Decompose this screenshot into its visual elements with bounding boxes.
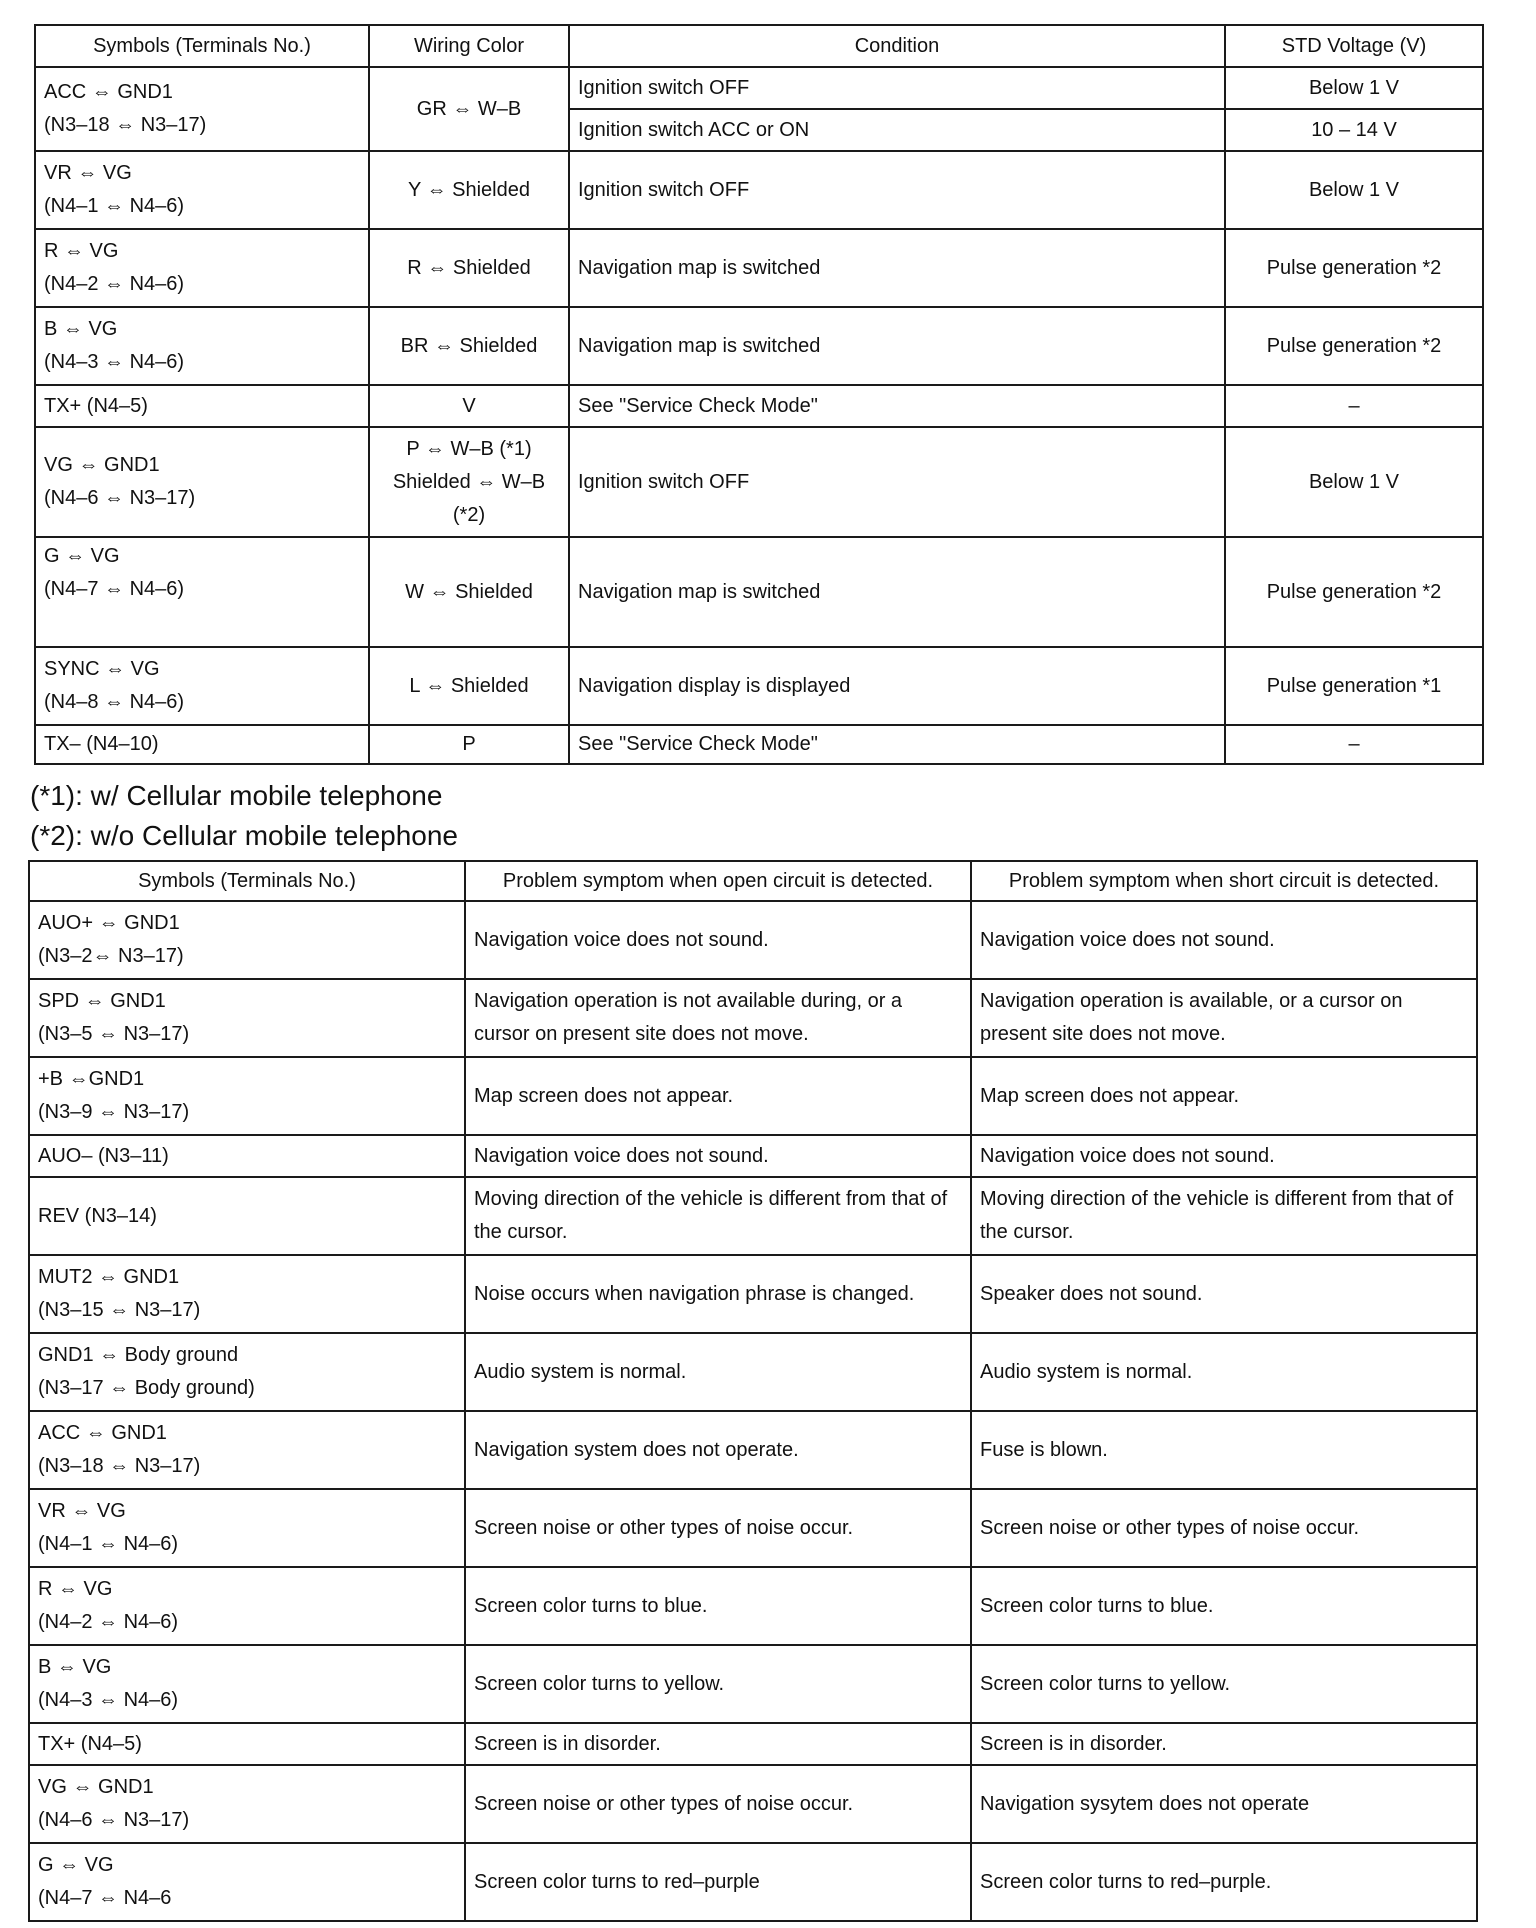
symbol-cell: SYNC ⇔ VG (N4–8 ⇔ N4–6) — [35, 647, 369, 725]
symbol-cell: AUO– (N3–11) — [29, 1135, 465, 1177]
symbol-cell: ACC ⇔ GND1 (N3–18 ⇔ N3–17) — [29, 1411, 465, 1489]
symbol-cell: TX+ (N4–5) — [29, 1723, 465, 1765]
symbol-cell: G ⇔ VG (N4–7 ⇔ N4–6 — [29, 1843, 465, 1921]
column-header: STD Voltage (V) — [1225, 25, 1483, 67]
table-row — [29, 1135, 1477, 1177]
voltage-cell: Below 1 V — [1225, 151, 1483, 229]
voltage-cell: Pulse generation *1 — [1225, 647, 1483, 725]
short-circuit-cell: Screen is in disorder. — [971, 1723, 1477, 1765]
short-circuit-cell: Screen noise or other types of noise occur. — [971, 1489, 1477, 1567]
table-row — [35, 647, 1483, 725]
open-circuit-cell: Screen color turns to blue. — [465, 1567, 971, 1645]
condition-cell: Navigation map is switched — [569, 307, 1225, 385]
table-row — [29, 1411, 1477, 1489]
condition-cell: See "Service Check Mode" — [569, 725, 1225, 764]
table-header-row — [35, 25, 1483, 67]
symbol-cell: GND1 ⇔ Body ground (N3–17 ⇔ Body ground) — [29, 1333, 465, 1411]
table-row — [35, 151, 1483, 229]
short-circuit-cell: Screen color turns to yellow. — [971, 1645, 1477, 1723]
voltage-cell: – — [1225, 385, 1483, 427]
open-circuit-cell: Moving direction of the vehicle is different from that of the cursor. — [465, 1177, 971, 1255]
voltage-cell: Pulse generation *2 — [1225, 537, 1483, 647]
short-circuit-cell: Screen color turns to blue. — [971, 1567, 1477, 1645]
footnote: (*1): w/ Cellular mobile telephone — [30, 780, 443, 811]
condition-cell: Navigation map is switched — [569, 229, 1225, 307]
table-row — [35, 67, 1483, 109]
symbol-cell: REV (N3–14) — [29, 1177, 465, 1255]
open-circuit-cell: Navigation operation is not available during, or a cursor on present site does not move. — [465, 979, 971, 1057]
symbol-cell: TX– (N4–10) — [35, 725, 369, 764]
condition-cell: Ignition switch OFF — [569, 427, 1225, 537]
table-row — [29, 1333, 1477, 1411]
symbol-cell: ACC ⇔ GND1 (N3–18 ⇔ N3–17) — [35, 67, 369, 151]
short-circuit-cell: Speaker does not sound. — [971, 1255, 1477, 1333]
table-row — [35, 307, 1483, 385]
short-circuit-cell: Map screen does not appear. — [971, 1057, 1477, 1135]
condition-cell: Navigation display is displayed — [569, 647, 1225, 725]
open-circuit-cell: Navigation voice does not sound. — [465, 1135, 971, 1177]
symbol-cell: B ⇔ VG (N4–3 ⇔ N4–6) — [35, 307, 369, 385]
condition-cell: Navigation map is switched — [569, 537, 1225, 647]
wiring-color-cell: BR ⇔ Shielded — [369, 307, 569, 385]
table-row — [35, 537, 1483, 647]
symbol-cell: +B ⇔GND1 (N3–9 ⇔ N3–17) — [29, 1057, 465, 1135]
open-circuit-cell: Noise occurs when navigation phrase is changed. — [465, 1255, 971, 1333]
footnote: (*2): w/o Cellular mobile telephone — [30, 820, 458, 851]
column-header: Symbols (Terminals No.) — [35, 25, 369, 67]
condition-cell: Ignition switch OFF — [569, 151, 1225, 229]
voltage-cell: – — [1225, 725, 1483, 764]
symbol-cell: AUO+ ⇔ GND1 (N3–2⇔ N3–17) — [29, 901, 465, 979]
symbol-cell: SPD ⇔ GND1 (N3–5 ⇔ N3–17) — [29, 979, 465, 1057]
table-row — [29, 1255, 1477, 1333]
symptom-table — [28, 860, 1478, 1922]
open-circuit-cell: Screen color turns to yellow. — [465, 1645, 971, 1723]
symbol-cell: R ⇔ VG (N4–2 ⇔ N4–6) — [29, 1567, 465, 1645]
column-header: Symbols (Terminals No.) — [29, 861, 465, 901]
table-row — [29, 1489, 1477, 1567]
column-header: Problem symptom when open circuit is detected. — [465, 861, 971, 901]
wiring-color-cell: L ⇔ Shielded — [369, 647, 569, 725]
wiring-color-cell: W ⇔ Shielded — [369, 537, 569, 647]
wiring-color-cell: Y ⇔ Shielded — [369, 151, 569, 229]
wiring-color-cell: V — [369, 385, 569, 427]
short-circuit-cell: Audio system is normal. — [971, 1333, 1477, 1411]
voltage-cell: Pulse generation *2 — [1225, 307, 1483, 385]
voltage-cell: Below 1 V — [1225, 427, 1483, 537]
table-row — [29, 1765, 1477, 1843]
table-row — [35, 385, 1483, 427]
symbol-cell: VR ⇔ VG (N4–1 ⇔ N4–6) — [29, 1489, 465, 1567]
wiring-color-cell: GR ⇔ W–B — [369, 67, 569, 151]
wiring-color-cell: P ⇔ W–B (*1) Shielded ⇔ W–B (*2) — [369, 427, 569, 537]
condition-cell: See "Service Check Mode" — [569, 385, 1225, 427]
symbol-cell: B ⇔ VG (N4–3 ⇔ N4–6) — [29, 1645, 465, 1723]
table-header-row — [29, 861, 1477, 901]
short-circuit-cell: Fuse is blown. — [971, 1411, 1477, 1489]
voltage-cell: Pulse generation *2 — [1225, 229, 1483, 307]
open-circuit-cell: Map screen does not appear. — [465, 1057, 971, 1135]
table-row — [29, 1057, 1477, 1135]
symbol-cell: G ⇔ VG (N4–7 ⇔ N4–6) — [35, 537, 369, 647]
table-row — [29, 1843, 1477, 1921]
symbol-cell: R ⇔ VG (N4–2 ⇔ N4–6) — [35, 229, 369, 307]
wiring-color-cell: P — [369, 725, 569, 764]
open-circuit-cell: Screen noise or other types of noise occur. — [465, 1489, 971, 1567]
column-header: Condition — [569, 25, 1225, 67]
short-circuit-cell: Screen color turns to red–purple. — [971, 1843, 1477, 1921]
footnotes — [30, 776, 458, 856]
short-circuit-cell: Navigation operation is available, or a cursor on present site does not move. — [971, 979, 1477, 1057]
short-circuit-cell: Navigation sysytem does not operate — [971, 1765, 1477, 1843]
table-row — [29, 1723, 1477, 1765]
symbol-cell: VR ⇔ VG (N4–1 ⇔ N4–6) — [35, 151, 369, 229]
symbol-cell: VG ⇔ GND1 (N4–6 ⇔ N3–17) — [29, 1765, 465, 1843]
symbol-cell: MUT2 ⇔ GND1 (N3–15 ⇔ N3–17) — [29, 1255, 465, 1333]
symbol-cell: VG ⇔ GND1 (N4–6 ⇔ N3–17) — [35, 427, 369, 537]
table-row — [29, 1177, 1477, 1255]
short-circuit-cell: Navigation voice does not sound. — [971, 1135, 1477, 1177]
column-header: Wiring Color — [369, 25, 569, 67]
voltage-cell: Below 1 V — [1225, 67, 1483, 109]
wiring-color-cell: R ⇔ Shielded — [369, 229, 569, 307]
short-circuit-cell: Navigation voice does not sound. — [971, 901, 1477, 979]
table-row — [35, 229, 1483, 307]
table-row — [35, 427, 1483, 537]
column-header: Problem symptom when short circuit is detected. — [971, 861, 1477, 901]
voltage-table — [34, 24, 1484, 765]
table-row — [35, 725, 1483, 764]
short-circuit-cell: Moving direction of the vehicle is different from that of the cursor. — [971, 1177, 1477, 1255]
open-circuit-cell: Screen noise or other types of noise occur. — [465, 1765, 971, 1843]
open-circuit-cell: Screen color turns to red–purple — [465, 1843, 971, 1921]
table-row — [29, 979, 1477, 1057]
open-circuit-cell: Screen is in disorder. — [465, 1723, 971, 1765]
open-circuit-cell: Navigation system does not operate. — [465, 1411, 971, 1489]
condition-cell: Ignition switch OFF — [569, 67, 1225, 109]
voltage-cell: 10 – 14 V — [1225, 109, 1483, 151]
table-row — [29, 901, 1477, 979]
symbol-cell: TX+ (N4–5) — [35, 385, 369, 427]
table-row — [29, 1567, 1477, 1645]
open-circuit-cell: Audio system is normal. — [465, 1333, 971, 1411]
condition-cell: Ignition switch ACC or ON — [569, 109, 1225, 151]
open-circuit-cell: Navigation voice does not sound. — [465, 901, 971, 979]
table-row — [29, 1645, 1477, 1723]
